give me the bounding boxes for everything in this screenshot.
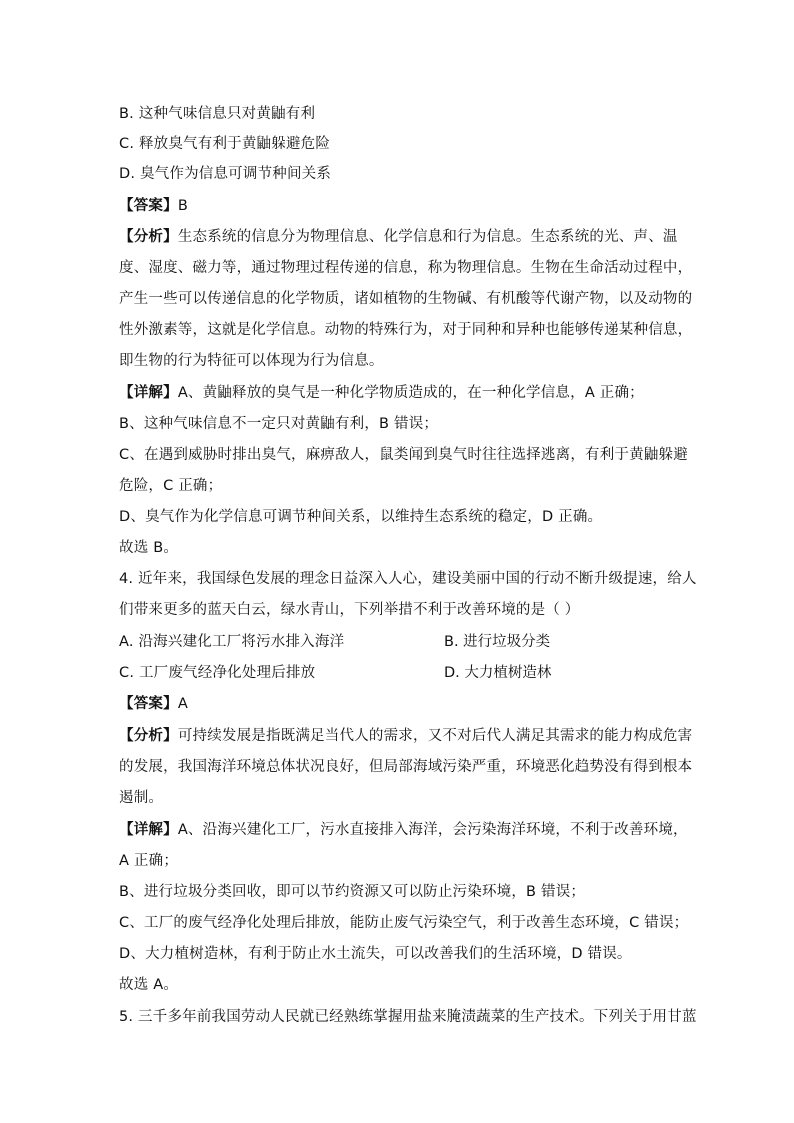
q4-detail-line-5: D、大力植树造林，有利于防止水土流失，可以改善我们的生活环境，D 错误。 [119,946,632,962]
q4-detail-line-4: C、工厂的废气经净化处理后排放，能防止废气污染空气，利于改善生态环境，C 错误； [119,915,689,931]
analysis-text: 生态系统的信息分为物理信息、化学信息和行为信息。生态系统的光、声、温 [177,229,678,245]
q4-detail-line-1 [119,820,688,840]
q3-analysis-line-3: 产生一些可以传递信息的化学物质，诸如植物的生物碱、有机酸等代谢产物，以及动物的 [119,291,693,307]
analysis-text: 可持续发展是指既满足当代人的需求，又不对后代人满足其需求的能力构成危害 [177,728,693,744]
q3-detail-line-3: C、在遇到威胁时排出臭气，麻痹敌人，鼠类闻到臭气时往往选择逃离，有利于黄鼬躲避 [119,447,688,463]
q3-option-c: C. 释放臭气有利于黄鼬躲避危险 [119,136,331,152]
q4-answer [119,694,188,714]
answer-tag: 【答案】 [119,198,178,214]
q4-analysis-line-3: 遏制。 [119,790,164,806]
q4-option-d: D. 大力植树造林 [444,665,552,681]
q4-stem-line-2: 们带来更多的蓝天白云，绿水青山，下列举措不利于改善环境的是（ ） [119,602,580,618]
q3-detail-line-1 [119,383,644,403]
q4-stem-line-1: 4. 近年来，我国绿色发展的理念日益深入人心，建设美丽中国的行动不断升级提速，给人 [119,571,697,587]
detail-tag: 【详解】 [119,385,178,401]
detail-text: A、沿海兴建化工厂，污水直接排入海洋，会污染海洋环境，不利于改善环境， [177,822,688,838]
answer-value: A [177,696,188,712]
q4-option-a: A. 沿海兴建化工厂将污水排入海洋 [119,634,345,650]
q3-conclusion: 故选 B。 [119,540,179,556]
q3-detail-line-2: B、这种气味信息不一定只对黄鼬有利，B 错误； [119,416,439,432]
detail-text: A、黄鼬释放的臭气是一种化学物质造成的，在一种化学信息，A 正确； [177,385,644,401]
q4-option-c: C. 工厂废气经净化处理后排放 [119,665,316,681]
q4-conclusion: 故选 A。 [119,977,179,993]
q3-detail-line-5: D、臭气作为化学信息可调节种间关系，以维持生态系统的稳定，D 正确。 [119,509,603,525]
q3-analysis-line-1 [119,227,678,247]
q3-analysis-line-2: 度、湿度、磁力等，通过物理过程传递的信息，称为物理信息。生物在生命活动过程中， [119,260,693,276]
q3-detail-line-4: 危险，C 正确； [119,478,223,494]
q4-analysis-line-2: 的发展，我国海洋环境总体状况良好，但局部海域污染严重，环境恶化趋势没有得到根本 [119,759,693,775]
q3-answer [119,196,188,216]
analysis-tag: 【分析】 [119,728,178,744]
q5-stem-line-1: 5. 三千多年前我国劳动人民就已经熟练掌握用盐来腌渍蔬菜的生产技术。下列关于用甘蓝 [119,1009,697,1025]
answer-tag: 【答案】 [119,696,178,712]
q4-detail-line-3: B、进行垃圾分类回收，即可以节约资源又可以防止污染环境，B 错误； [119,884,586,900]
q4-analysis-line-1 [119,726,692,746]
q3-option-b: B. 这种气味信息只对黄鼬有利 [119,106,316,122]
analysis-tag: 【分析】 [119,229,178,245]
q3-analysis-line-5: 即生物的行为特征可以体现为行为信息。 [119,353,384,369]
detail-tag: 【详解】 [119,822,178,838]
q4-option-b: B. 进行垃圾分类 [444,634,551,650]
q3-option-d: D. 臭气作为信息可调节种间关系 [119,166,332,182]
q4-detail-line-2: A 正确； [119,853,179,869]
answer-value: B [177,198,188,214]
q3-analysis-line-4: 性外激素等，这就是化学信息。动物的特殊行为，对于同种和异种也能够传递某种信息， [119,322,693,338]
